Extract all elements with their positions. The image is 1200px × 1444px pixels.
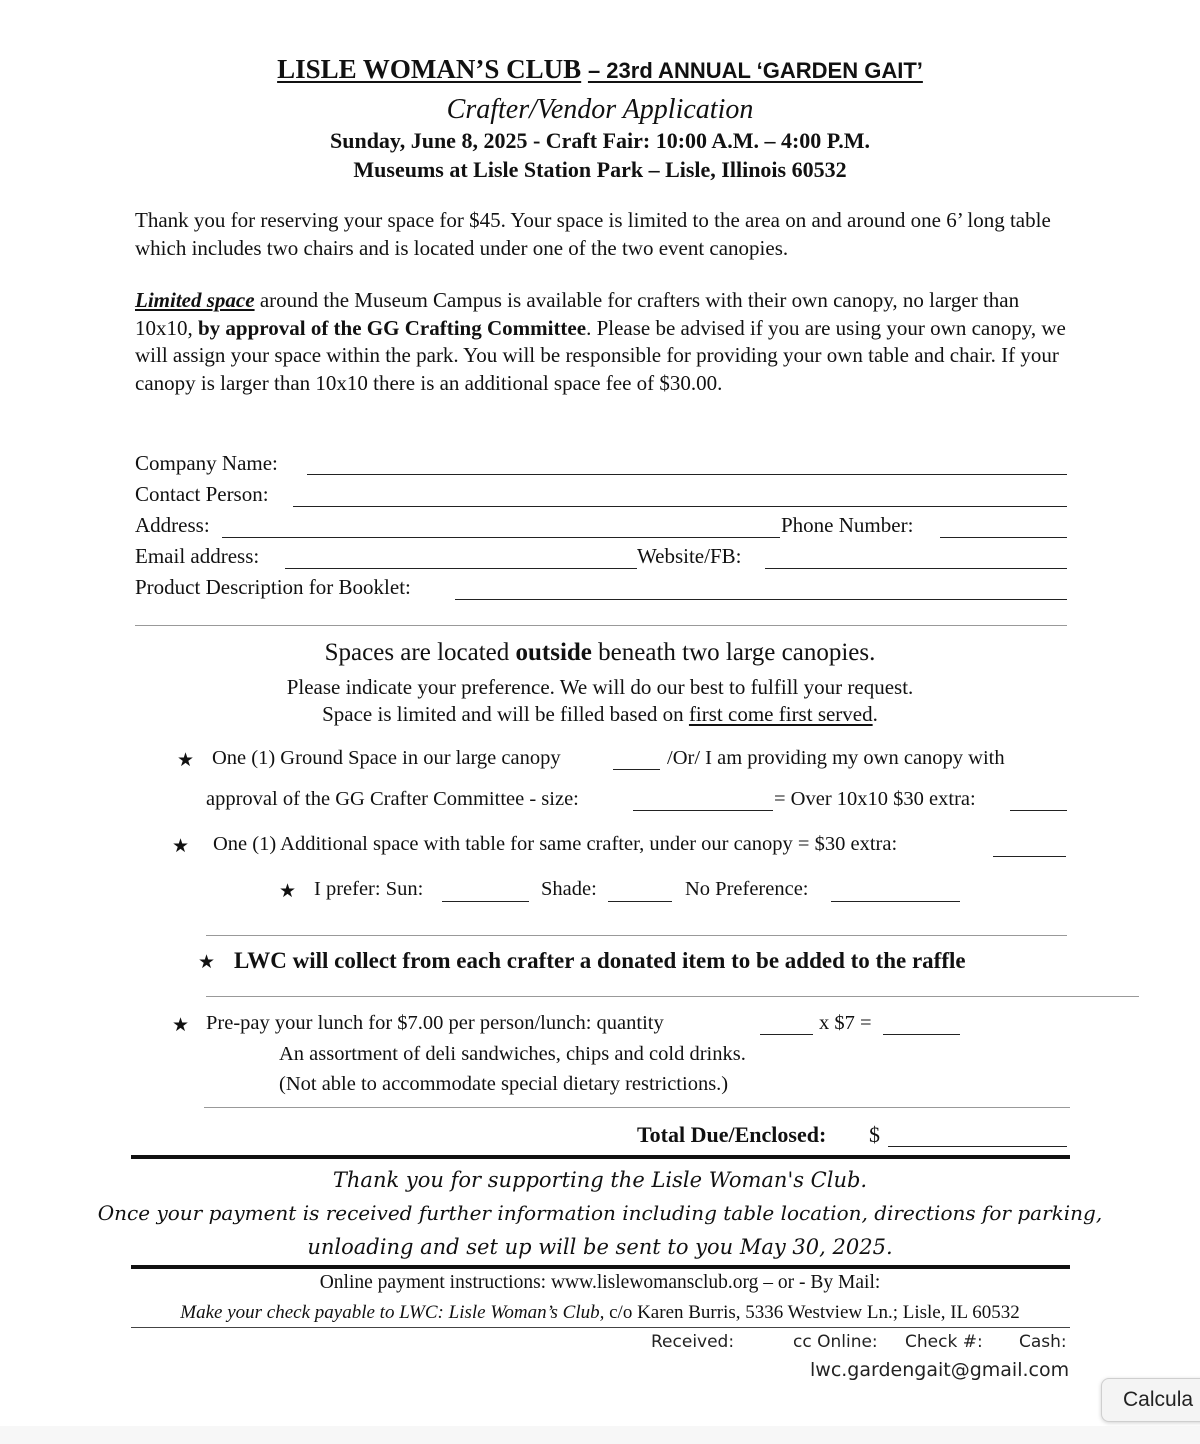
product-description-field[interactable] — [455, 599, 1067, 600]
thanks-line-2: Once your payment is received further information including table location, directions for parking, — [97, 1201, 1103, 1225]
company-name-label: Company Name: — [135, 451, 278, 475]
spaces-preference-note: Please indicate your preference. We will do our best to fulfill your request. — [286, 675, 914, 699]
section-divider — [135, 625, 1067, 626]
no-preference-field[interactable] — [831, 901, 960, 902]
total-currency: $ — [869, 1122, 880, 1147]
spaces-heading — [0, 639, 1200, 667]
star-icon: ★ — [177, 749, 195, 771]
thanks-divider-bottom — [131, 1265, 1070, 1269]
shade-field[interactable] — [608, 901, 672, 902]
document-title — [0, 54, 1200, 85]
limited-space-text-b: . Please be advised if you are using your own canopy, we will assign your space within the park. You will be responsible for providing your own table and chair. If your canopy is larger than 10x10 there is an additional space fee of $30.00. — [135, 315, 1066, 395]
email-field[interactable] — [285, 568, 637, 569]
lunch-times-label: x $7 = — [819, 1012, 872, 1034]
address-field[interactable] — [222, 537, 780, 538]
contact-person-label: Contact Person: — [135, 482, 269, 506]
thanks-line-1: Thank you for supporting the Lisle Woman's Club. — [332, 1168, 868, 1192]
spaces-limited-note — [0, 702, 1200, 727]
org-name: LISLE WOMAN’S CLUB — [277, 54, 582, 84]
contact-person-field[interactable] — [293, 506, 1067, 507]
product-description-label: Product Description for Booklet: — [135, 575, 411, 599]
spaces-limited-a: Space is limited and will be filled based on — [322, 702, 689, 726]
lunch-quantity-field[interactable] — [760, 1034, 813, 1035]
lunch-divider — [204, 1107, 1070, 1108]
online-payment-instructions: Online payment instructions: www.lislewomansclub.org – or - By Mail: — [319, 1272, 881, 1293]
own-canopy-label: /Or/ I am providing my own canopy with — [667, 747, 1005, 769]
event-location: Museums at Lisle Station Park – Lisle, Illinois 60532 — [353, 157, 847, 182]
first-come-text: first come first served — [688, 702, 873, 726]
lunch-total-field[interactable] — [883, 1034, 960, 1035]
lunch-description: An assortment of deli sandwiches, chips and cold drinks. — [279, 1043, 746, 1065]
phone-number-label: Phone Number: — [781, 513, 914, 537]
limited-space-text-a: around the Museum Campus is available for crafters with their own canopy, no larger than 10x10, — [135, 288, 1020, 340]
event-name: – 23rd ANNUAL ‘GARDEN GAIT’ — [587, 58, 923, 83]
address-label: Address: — [135, 513, 210, 537]
canopy-size-label: approval of the GG Crafter Committee - size: — [206, 788, 579, 810]
event-date: Sunday, June 8, 2025 - Craft Fair: 10:00 A.M. – 4:00 P.M. — [329, 128, 870, 153]
total-due-field[interactable] — [888, 1146, 1067, 1147]
calculate-button[interactable]: Calcula — [1101, 1378, 1200, 1422]
star-icon: ★ — [198, 951, 216, 973]
additional-space-field[interactable] — [993, 856, 1066, 857]
thanks-line-3: unloading and set up will be sent to you May 30, 2025. — [307, 1235, 893, 1259]
spaces-heading-b: beneath two large canopies. — [591, 639, 876, 666]
limited-space-label: Limited space — [135, 288, 255, 312]
star-icon: ★ — [172, 1014, 190, 1036]
received-label: Received: — [651, 1332, 735, 1352]
document-subtitle: Crafter/Vendor Application — [446, 94, 754, 125]
total-due-label: Total Due/Enclosed: — [637, 1122, 827, 1147]
mail-address-text: c/o Karen Burris, 5336 Westview Ln.; Lisle, IL 60532 — [604, 1302, 1020, 1323]
prefer-sun-label: I prefer: Sun: — [314, 878, 424, 900]
thanks-divider-top — [131, 1155, 1070, 1159]
phone-number-field[interactable] — [940, 537, 1067, 538]
canopy-size-field[interactable] — [633, 810, 773, 811]
spaces-heading-bold: outside — [515, 639, 592, 666]
cash-label: Cash: — [1019, 1332, 1067, 1352]
no-preference-label: No Preference: — [685, 878, 809, 900]
ground-space-field[interactable] — [613, 769, 660, 770]
limited-space-paragraph — [135, 287, 1075, 397]
check-payable-text: Make your check payable to LWC: Lisle Woman’s Club, — [180, 1302, 605, 1323]
footer-divider — [131, 1327, 1070, 1328]
bottom-edge — [0, 1426, 1200, 1444]
email-label: Email address: — [135, 544, 260, 568]
over-size-field[interactable] — [1010, 810, 1067, 811]
raffle-divider-bottom — [206, 996, 1139, 997]
lunch-dietary-note: (Not able to accommodate special dietary restrictions.) — [279, 1073, 729, 1095]
cc-online-label: cc Online: — [793, 1332, 878, 1352]
company-name-field[interactable] — [307, 474, 1067, 475]
intro-paragraph: Thank you for reserving your space for $45. Your space is limited to the area on and around one 6’ long table which includes two chairs and is located under one of the two event canopies. — [135, 208, 1051, 260]
approval-text: by approval of the GG Crafting Committee — [198, 315, 587, 340]
prefer-sun-field[interactable] — [442, 901, 529, 902]
ground-space-label: One (1) Ground Space in our large canopy — [212, 747, 561, 769]
spaces-heading-a: Spaces are located — [324, 639, 516, 666]
raffle-divider-top — [206, 935, 1067, 936]
spaces-limited-b: . — [872, 702, 878, 726]
contact-email: lwc.gardengait@gmail.com — [810, 1359, 1070, 1381]
over-size-label: = Over 10x10 $30 extra: — [774, 788, 976, 810]
website-label: Website/FB: — [637, 544, 742, 568]
lunch-label: Pre-pay your lunch for $7.00 per person/lunch: quantity — [206, 1012, 664, 1034]
star-icon: ★ — [279, 880, 297, 902]
additional-space-label: One (1) Additional space with table for same crafter, under our canopy = $30 extra: — [213, 833, 898, 855]
star-icon: ★ — [172, 835, 190, 857]
check-number-label: Check #: — [905, 1332, 983, 1352]
shade-label: Shade: — [541, 878, 597, 900]
website-field[interactable] — [765, 568, 1067, 569]
raffle-note: LWC will collect from each crafter a donated item to be added to the raffle — [234, 948, 966, 973]
mail-payment-instructions — [0, 1302, 1200, 1324]
